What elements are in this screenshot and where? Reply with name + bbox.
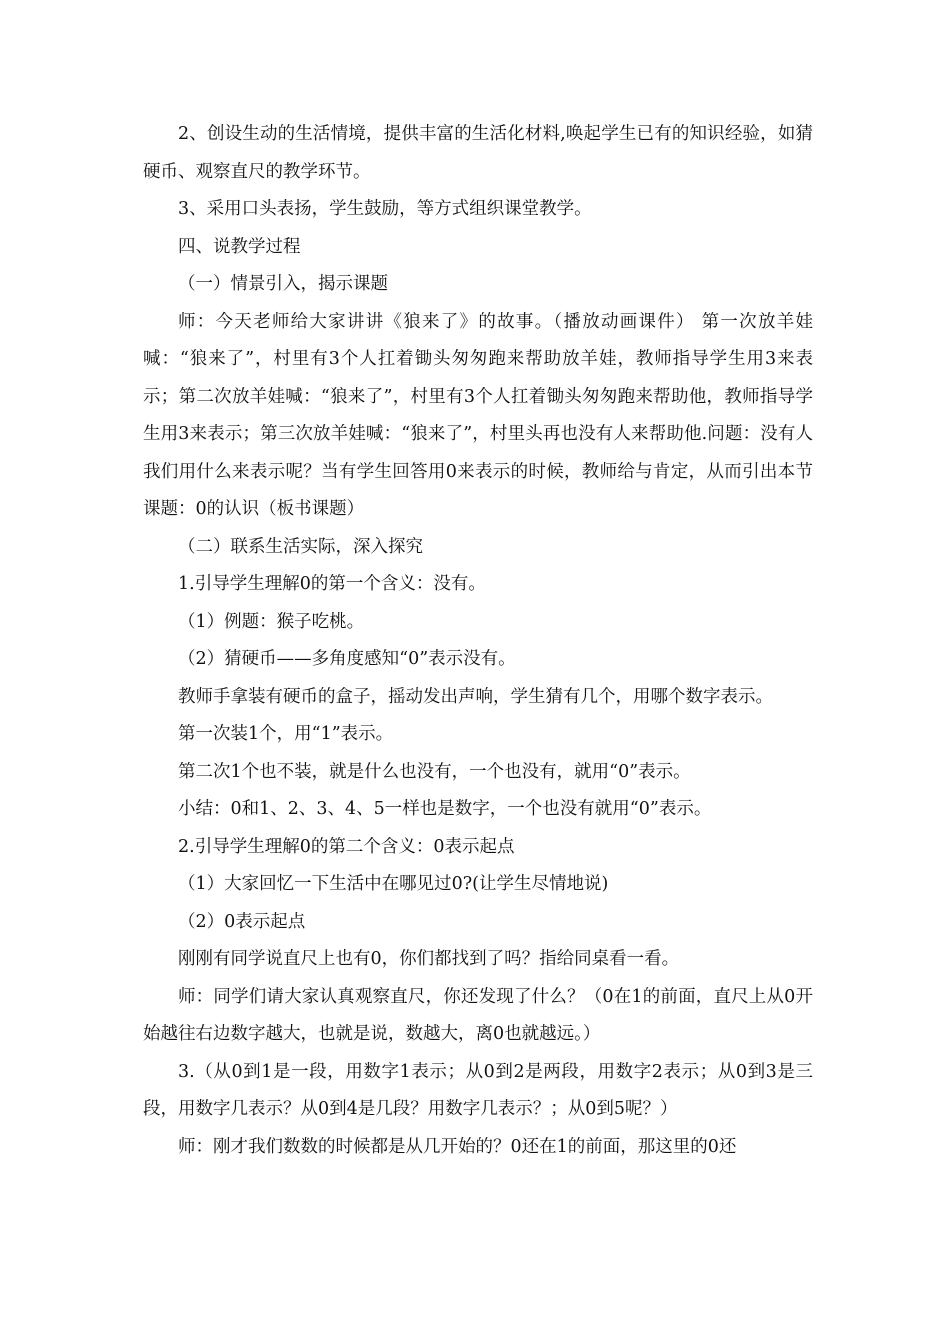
paragraph-guess-coin: （2）猜硬币——多角度感知“0”表示没有。 [178,649,516,669]
paragraph-recall-zero: （1）大家回忆一下生活中在哪见过0?(让学生尽情地说) [178,874,609,894]
subsection-heading-explore: （二）联系生活实际，深入探究 [178,536,423,557]
paragraph-ruler-find: 刚刚有同学说直尺上也有0，你们都找到了吗？指给同桌看一看。 [178,949,680,969]
paragraph-meaning-2: 2.引导学生理解0的第二个含义：0表示起点 [178,836,515,857]
paragraph-example-monkey: （1）例题：猴子吃桃。 [178,611,365,632]
paragraph-zero-start: （2）0表示起点 [178,911,306,932]
paragraph-second-time: 第二次1个也不装，就是什么也没有，一个也没有，就用“0”表示。 [178,761,691,782]
paragraph-summary: 小结：0和1、2、3、4、5一样也是数字，一个也没有就用“0”表示。 [178,799,712,819]
paragraph-coin-box: 教师手拿装有硬币的盒子，摇动发出声响，学生猜有几个，用哪个数字表示。 [178,686,773,707]
paragraph-counting: 师：刚才我们数数的时候都是从几开始的？0还在1的前面，那这里的0还 [178,1136,737,1157]
subsection-heading-intro: （一）情景引入，揭示课题 [178,274,388,294]
paragraph-wolf-story: 师：今天老师给大家讲讲《狼来了》的故事。（播放动画课件） 第一次放羊娃喊：“狼来了”，村里有3个人扛着锄头匆匆跑来帮助放羊娃，教师指导学生用3来表示；第二次放羊娃喊：“狼来了”，村里有3个人扛着锄头匆匆跑来帮助他，教师指导学生用3来表示；第三次放羊娃喊：“狼来了”，村里头再也没有人来帮助他.问题：没有人我们用什么来表示呢？当有学生回答用0来表示的时候，教师给与肯定，从而引出本节课题：0的认识（板书课题） [143,311,813,519]
section-heading-teaching-process: 四、说教学过程 [178,236,301,257]
paragraph-meaning-1: 1.引导学生理解0的第一个含义：没有。 [178,574,486,594]
paragraph-teaching-method-2: 2、创设生动的生活情境，提供丰富的生活化材料,唤起学生已有的知识经验，如猜硬币、观察直尺的教学环节。 [143,124,813,182]
paragraph-ruler-observe: 师：同学们请大家认真观察直尺，你还发现了什么？（0在1的前面，直尺上从0开始越往右边数字越大，也就是说，数越大，离0也就越远。） [143,986,813,1044]
document-body [143,116,813,1166]
paragraph-segments: 3.（从0到1是一段，用数字1表示；从0到2是两段，用数字2表示；从0到3是三段，用数字几表示？从0到4是几段？用数字几表示？；从0到5呢？） [143,1061,813,1119]
paragraph-first-time: 第一次装1个，用“1”表示。 [178,724,394,744]
paragraph-teaching-method-3: 3、采用口头表扬，学生鼓励，等方式组织课堂教学。 [178,199,592,219]
